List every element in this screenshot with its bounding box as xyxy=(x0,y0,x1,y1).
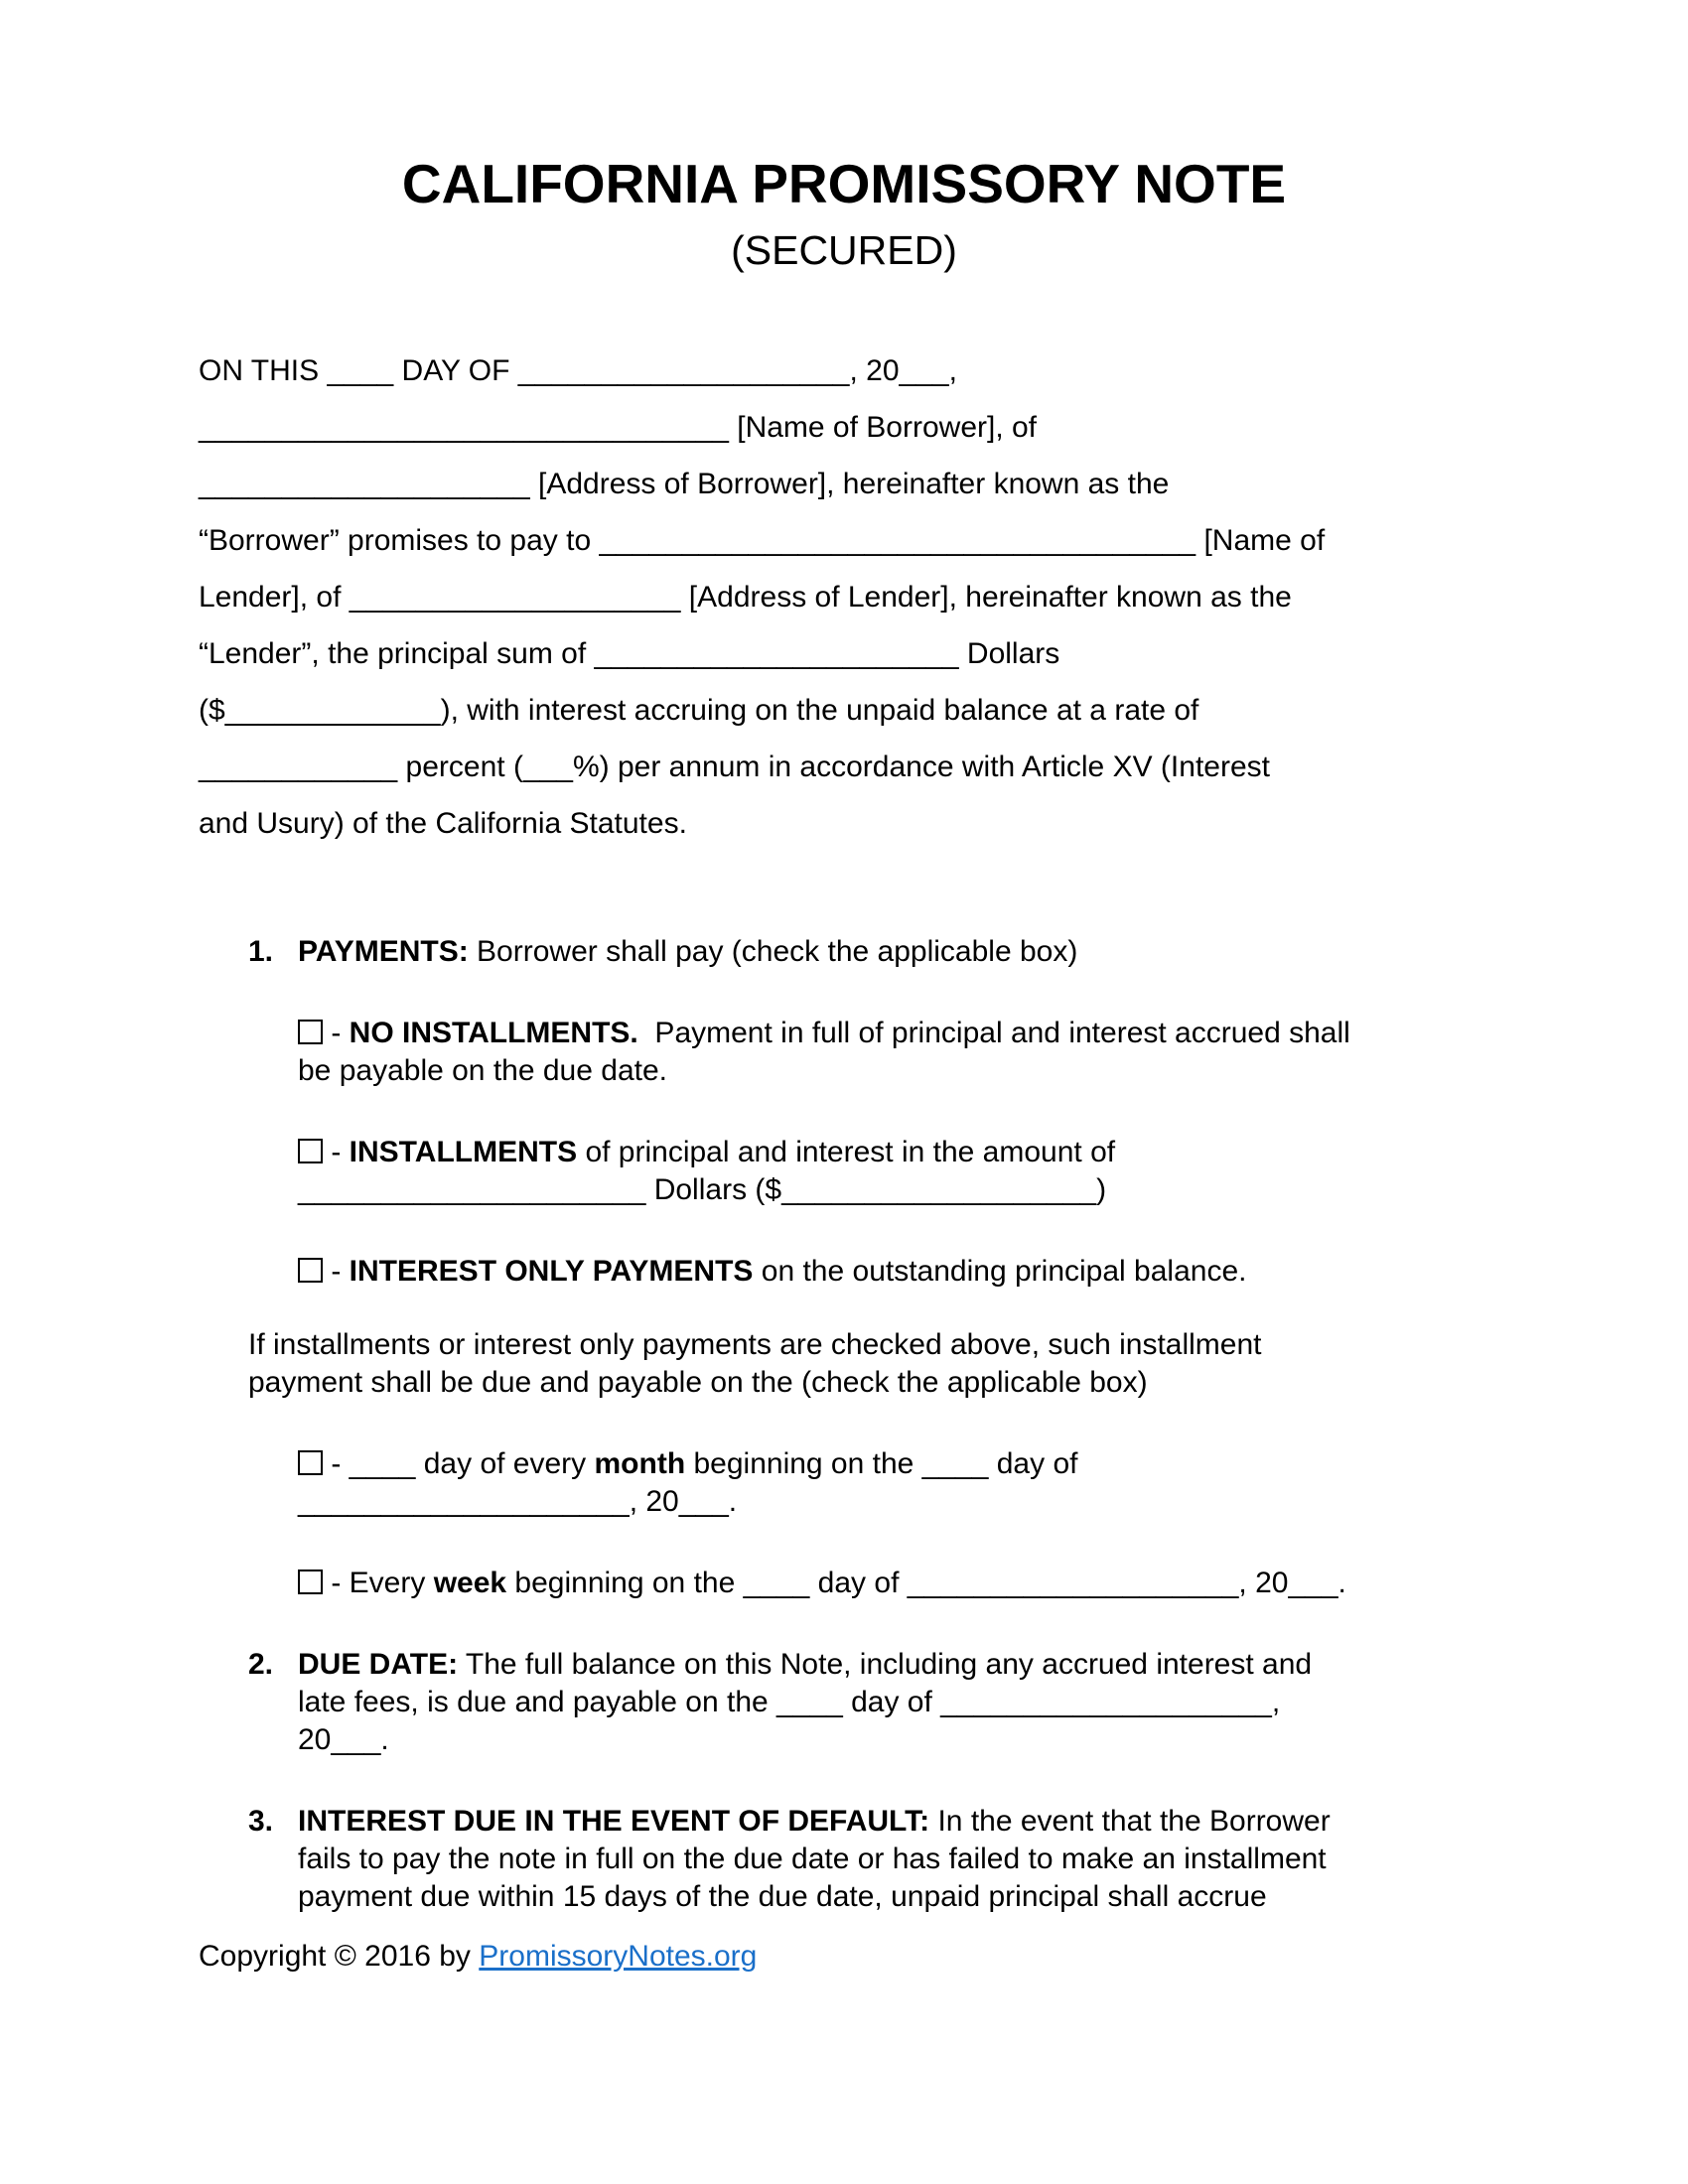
checkbox-item-monthly xyxy=(298,1445,1599,1521)
section-3-default-interest xyxy=(248,1803,1599,1916)
weekly-text: - Every week beginning on the ____ day of ____________________, 20___. xyxy=(323,1567,1346,1599)
checkbox-item-installments xyxy=(298,1134,1599,1209)
section-1-heading: PAYMENTS: Borrower shall pay (check the applicable box) xyxy=(298,935,1078,968)
section-2-due-date xyxy=(248,1646,1599,1759)
intro-line-interest-rate: ____________ percent (___%) per annum in accordance with Article XV (Interest xyxy=(199,751,1270,783)
interest-only-text: - INTEREST ONLY PAYMENTS on the outstanding principal balance. xyxy=(323,1255,1247,1288)
section-2-number: 2. xyxy=(248,1648,274,1681)
checkbox-item-interest-only xyxy=(298,1253,1599,1291)
checkbox-icon[interactable] xyxy=(298,1258,323,1283)
copyright-text: Copyright © 2016 by xyxy=(199,1940,480,1973)
document-subtitle: (SECURED) xyxy=(731,227,957,273)
checkbox-icon[interactable] xyxy=(298,1139,323,1163)
footer-copyright xyxy=(199,1938,1599,1976)
intro-line-date: ON THIS ____ DAY OF ____________________, 20___, xyxy=(199,354,957,387)
monthly-text: - ____ day of every month beginning on the ____ day of ____________________, 20___. xyxy=(298,1447,1078,1518)
checkbox-icon[interactable] xyxy=(298,1020,323,1044)
section-3-number: 3. xyxy=(248,1805,274,1838)
intro-line-lender-address: Lender], of ____________________ [Address of Lender], hereinafter known as the xyxy=(199,581,1292,614)
section-1-payments xyxy=(248,933,1599,971)
section-2-text: DUE DATE: The full balance on this Note, including any accrued interest and late fees, is due and payable on the ____ day of ____________________, 20___. xyxy=(298,1648,1313,1756)
installments-text: - INSTALLMENTS of principal and interest in the amount of _____________________ Dollars ($___________________) xyxy=(298,1136,1116,1206)
no-installments-text: - NO INSTALLMENTS. Payment in full of principal and interest accrued shall be payable on the due date. xyxy=(298,1017,1350,1087)
checkbox-icon[interactable] xyxy=(298,1450,323,1475)
intro-line-lender-name: “Borrower” promises to pay to ____________________________________ [Name of xyxy=(199,524,1326,557)
intro-line-principal-sum: “Lender”, the principal sum of ______________________ Dollars xyxy=(199,637,1060,670)
intro-line-usury: and Usury) of the California Statutes. xyxy=(199,807,687,840)
section-3-text: INTEREST DUE IN THE EVENT OF DEFAULT: In the event that the Borrower fails to pay the note in full on the due date or has failed to make an installment payment due within 15 days of the due date, unpaid principal shall accrue xyxy=(298,1805,1331,1913)
intro-line-principal-amount: ($_____________), with interest accruing on the unpaid balance at a rate of xyxy=(199,694,1199,727)
document-title: CALIFORNIA PROMISSORY NOTE xyxy=(401,153,1287,214)
intro-paragraph xyxy=(199,342,1539,852)
installment-note: If installments or interest only payments are checked above, such installment payment shall be due and payable on the (check the applicable box) xyxy=(248,1328,1262,1399)
checkbox-icon[interactable] xyxy=(298,1570,323,1594)
intro-line-borrower-address: ____________________ [Address of Borrower], hereinafter known as the xyxy=(199,468,1170,500)
checkbox-item-no-installments xyxy=(298,1015,1599,1090)
section-1-number: 1. xyxy=(248,935,274,968)
promissorynotes-link[interactable]: PromissoryNotes.org xyxy=(479,1940,758,1973)
intro-line-borrower-name: ________________________________ [Name of Borrower], of xyxy=(199,411,1038,444)
checkbox-item-weekly xyxy=(298,1565,1599,1602)
